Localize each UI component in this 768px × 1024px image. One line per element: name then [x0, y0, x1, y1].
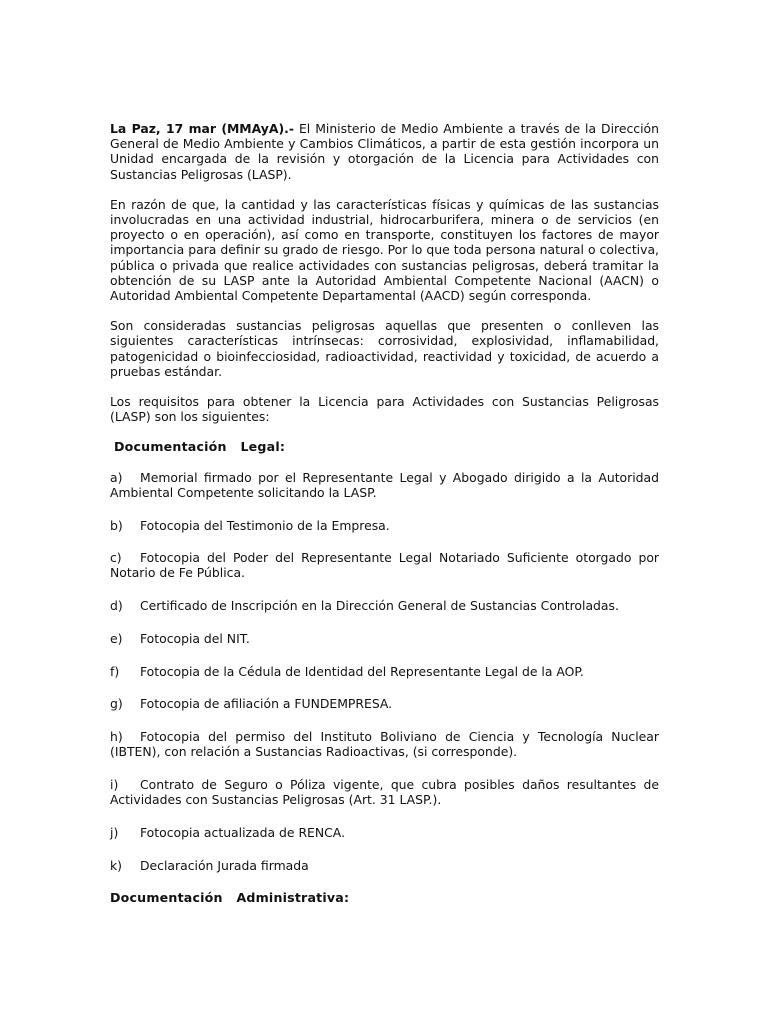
requirement-item [110, 858, 659, 873]
requirement-letter: c) [110, 550, 122, 566]
requirement-item [110, 664, 659, 679]
requirement-text: Memorial firmado por el Representante Legal y Abogado dirigido a la Autoridad Ambiental Competente solicitando la LASP. [110, 469, 659, 500]
intro-paragraph [110, 121, 659, 182]
requirement-letter: d) [110, 598, 123, 614]
requirement-item [110, 518, 659, 533]
requirement-item [110, 550, 659, 580]
requirement-text: Certificado de Inscripción en la Dirección General de Sustancias Controladas. [140, 598, 619, 614]
heading-administrative-documentation: Documentación Administrativa: [110, 890, 350, 906]
requirement-letter: a) [110, 469, 123, 485]
requirement-text: Fotocopia actualizada de RENCA. [140, 824, 346, 840]
requirement-letter: j) [110, 824, 119, 840]
requirement-text: Declaración Jurada firmada [140, 857, 309, 873]
requirement-text: Fotocopia de la Cédula de Identidad del Representante Legal de la AOP. [140, 663, 584, 679]
intro-text: El Ministerio de Medio Ambiente a través de la Dirección General de Medio Ambiente y Cambios Climáticos, a partir de esta gestión incorpora un Unidad encargada de la revisión y otorgación de la Licencia para Actividades con Sustancias Peligrosas (LASP). [110, 121, 659, 182]
requirement-letter: e) [110, 630, 123, 646]
heading-legal-documentation: Documentación Legal: [114, 439, 286, 455]
requirement-item [110, 825, 659, 840]
requirement-item [110, 598, 659, 613]
requirement-text: Contrato de Seguro o Póliza vigente, que cubra posibles daños resultantes de Actividades con Sustancias Peligrosas (Art. 31 LASP.). [110, 776, 659, 808]
requirement-text: Fotocopia del permiso del Instituto Boliviano de Ciencia y Tecnología Nuclear (IBTEN), con relación a Sustancias Radioactivas, (si corresponde). [110, 728, 659, 760]
requirement-item [110, 729, 659, 759]
requirement-text: Fotocopia de afiliación a FUNDEMPRESA. [140, 696, 393, 712]
requirement-item [110, 777, 659, 807]
requirement-text: Fotocopia del Poder del Representante Legal Notariado Suficiente otorgado por Notario de Fe Pública. [110, 550, 659, 581]
requirement-item [110, 696, 659, 711]
paragraph-requirements-intro: Los requisitos para obtener la Licencia para Actividades con Sustancias Peligrosas (LASP) son los siguientes: [110, 394, 659, 425]
requirement-text: Fotocopia del Testimonio de la Empresa. [140, 517, 390, 533]
requirement-item [110, 470, 659, 500]
paragraph-risk: En razón de que, la cantidad y las características físicas y químicas de las sustancias involucradas en una actividad industrial, hidrocarburifera, minera o de servicios (en proyecto o en operación), así como en transporte, constituyen los factores de mayor importancia para definir su grado de riesgo. Por lo que toda persona natural o colectiva, pública o privada que realice actividades con sustancias peligrosas, deberá tramitar la obtención de su LASP ante la Autoridad Ambiental Competente Nacional (AACN) o Autoridad Ambiental Competente Departamental (AACD) según corresponda. [110, 196, 659, 304]
requirement-letter: i) [110, 776, 119, 792]
requirement-letter: f) [110, 663, 120, 679]
requirement-letter: h) [110, 728, 123, 744]
requirement-letter: g) [110, 696, 123, 712]
dateline: La Paz, 17 mar (MMAyA).- [110, 121, 294, 136]
requirement-text: Fotocopia del NIT. [140, 630, 250, 646]
requirement-letter: b) [110, 517, 123, 533]
document-body [110, 121, 659, 920]
requirements-list [110, 470, 659, 873]
paragraph-hazardous-definition: Son consideradas sustancias peligrosas aquellas que presenten o conlleven las siguientes características intrínsecas: corrosividad, explosividad, inflamabilidad, patogenicidad o bioinfecciosidad, radioactividad, reactividad y toxicidad, de acuerdo a pruebas estándar. [110, 318, 659, 379]
requirement-item [110, 631, 659, 646]
requirement-letter: k) [110, 857, 123, 873]
